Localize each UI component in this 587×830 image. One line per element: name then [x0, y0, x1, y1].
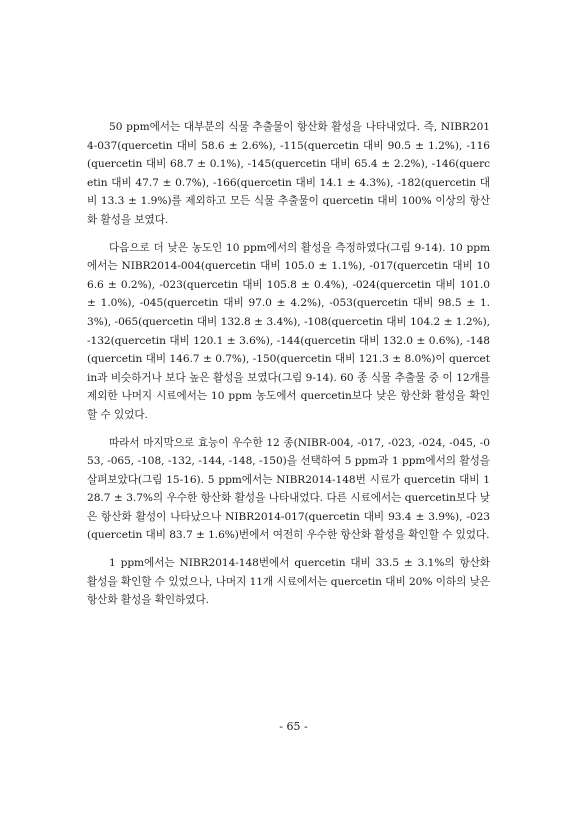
paragraph-50ppm: 50 ppm에서는 대부분의 식물 추출물이 항산화 활성을 나타내었다. 즉, NIBR2014-037(quercetin 대비 58.6 ± 2.6%), -115(quercetin 대비 90.5 ± 1.2%), -116(quercetin 대비 68.7 ± 0.1%), -145(quercetin 대비 65.4 ± 2.2%), -146(quercetin 대비 47.7 ± 0.7%), -166(quercetin 대비 14.1 ± 4.3%), -182(quercetin 대비 13.3 ± 1.9%)를 제외하고 모든 식물 추출물이 quercetin 대비 100% 이상의 항산화 활성을 보였다.: [87, 121, 490, 226]
paragraph-1ppm: 1 ppm에서는 NIBR2014-148번에서 quercetin 대비 33.5 ± 3.1%의 항산화 활성을 확인할 수 있었으나, 나머지 11개 시료에서는 quercetin 대비 20% 이하의 낮은 항산화 활성을 확인하였다.: [87, 557, 490, 607]
page-number: - 65 -: [279, 720, 308, 733]
body-text: [87, 118, 490, 619]
paragraph-5ppm: 따라서 마지막으로 효능이 우수한 12 종(NIBR-004, -017, -023, -024, -045, -053, -065, -108, -132, -144, -148, -150)을 선택하여 5 ppm과 1 ppm에서의 활성을 살펴보았다(그림 15-16). 5 ppm에서는 NIBR2014-148번 시료가 quercetin 대비 128.7 ± 3.7%의 우수한 항산화 활성을 나타내었다. 다른 시료에서는 quercetin보다 낮은 항산화 활성이 나타났으나 NIBR2014-017(quercetin 대비 93.4 ± 3.9%), -023(quercetin 대비 83.7 ± 1.6%)번에서 여전히 우수한 항산화 활성을 확인할 수 있었다.: [87, 436, 490, 542]
paragraph-10ppm: 다음으로 더 낮은 농도인 10 ppm에서의 활성을 측정하였다(그림 9-14). 10 ppm에서는 NIBR2014-004(quercetin 대비 105.0 ± 1.1%), -017(quercetin 대비 106.6 ± 0.2%), -023(quercetin 대비 105.8 ± 0.4%), -024(quercetin 대비 101.0 ± 1.0%), -045(quercetin 대비 97.0 ± 4.2%), -053(quercetin 대비 98.5 ± 1.3%), -065(quercetin 대비 132.8 ± 3.4%), -108(quercetin 대비 104.2 ± 1.2%), -132(quercetin 대비 120.1 ± 3.6%), -144(quercetin 대비 132.0 ± 0.6%), -148(quercetin 대비 146.7 ± 0.7%), -150(quercetin 대비 121.3 ± 8.0%)이 quercetin과 비슷하거나 보다 높은 활성을 보였다(그림 9-14). 60 종 식물 추출물 중 이 12개를 제외한 나머지 시료에서는 10 ppm 농도에서 quercetin보다 낮은 항산화 활성을 확인할 수 있었다.: [87, 241, 490, 421]
